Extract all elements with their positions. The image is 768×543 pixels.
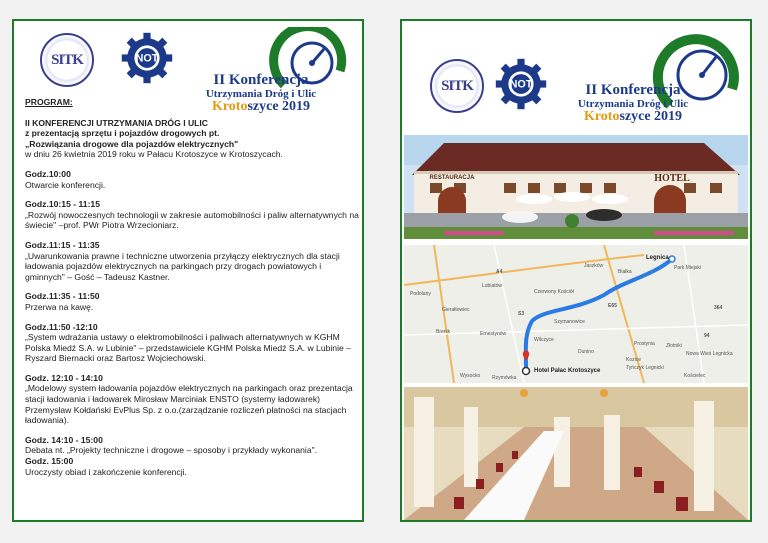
not-logo-text: NOT xyxy=(135,52,159,65)
map-place-label: Wilczyce xyxy=(534,337,554,343)
sitk-logo xyxy=(430,59,484,113)
event-time: Godz. 12:10 - 14:10 xyxy=(25,372,103,383)
location-map xyxy=(404,245,748,383)
event-text: Przerwa na kawę. xyxy=(25,301,94,312)
program-event xyxy=(25,291,359,312)
conference-year: 2019 xyxy=(282,99,311,115)
event-text: „Uwarunkowania prawne i techniczne utworzenia przyłączy elektrycznych dla stacji ładowania pojazdów elektrycznych na parkingach przy drogach powiatowych i gminnych" – Gość – Tadeusz Kastner. xyxy=(25,250,340,282)
map-road-label: A4 xyxy=(496,269,503,275)
map-place-label: Lubiatów xyxy=(482,283,503,289)
program-intro xyxy=(25,118,359,160)
event-text: „Modelowy system ładowania pojazdów elektrycznych na parkingach oraz prezentacja stacji ładowania i ładowarek Mirosław Marciniak ENSTO (systemy ładowarek) Przemysław Kołdański EvPlus Sp. z o.o.(zarządzanie rozliczeń płatności na stacjach ładowania). xyxy=(25,383,353,426)
map-road-label: S3 xyxy=(518,311,525,317)
map-road-label: E65 xyxy=(608,303,617,309)
program-event xyxy=(25,322,359,364)
conference-title-line1: II Konferencja xyxy=(585,82,681,98)
hotel-photo xyxy=(404,135,748,239)
program-event xyxy=(25,373,359,426)
map-place-label: Park Miejski xyxy=(674,265,701,271)
program-panel xyxy=(12,19,364,522)
map-place-label: Złotniki xyxy=(666,343,682,349)
event-text: Uroczysty obiad i zakończenie konferencji. xyxy=(25,466,187,477)
map-destination-label: Hotel Pałac Krotoszyce xyxy=(534,368,601,374)
event-text: Debata nt. „Projekty techniczne i drogowe – sposoby i przykłady wykonania". xyxy=(25,445,318,456)
map-place-label: Tyńczyk Legnicki xyxy=(626,365,664,371)
event-time: Godz.11:15 - 11:35 xyxy=(25,239,100,250)
conference-title-line1: II Konferencja xyxy=(213,72,309,88)
program-title-line2: z prezentacją sprzętu i pojazdów drogowych pt. xyxy=(25,128,220,139)
event-text: Otwarcie konferencji. xyxy=(25,179,106,190)
map-place-label: Kozice xyxy=(626,357,642,363)
map-place-label: Ernestynów xyxy=(480,331,507,337)
map-place-label: Prostynia xyxy=(634,341,655,347)
conference-title xyxy=(570,83,696,125)
program-event xyxy=(25,169,359,190)
conference-title-line2: Utrzymania Dróg i Ulic xyxy=(205,87,317,100)
program-content xyxy=(25,97,359,477)
map-place-label: Białka xyxy=(618,269,632,275)
event-time: Godz.10:15 - 11:15 xyxy=(25,199,100,210)
city-highlight: Kroto xyxy=(583,109,620,125)
conference-city-year xyxy=(570,110,696,125)
map-place-label: Wysocko xyxy=(460,373,481,379)
not-logo xyxy=(120,31,174,85)
city-rest: szyce xyxy=(619,109,651,125)
event-time: Godz.11:50 -12:10 xyxy=(25,321,98,332)
program-date-line: w dniu 26 kwietnia 2019 roku w Pałacu Krotoszyce w Krotoszycach. xyxy=(25,149,283,160)
hotel-sign: HOTEL xyxy=(654,173,690,184)
sitk-logo xyxy=(40,33,94,87)
cover-panel xyxy=(400,19,752,522)
map-road-label: 364 xyxy=(714,305,723,311)
event-time: Godz.11:35 - 11:50 xyxy=(25,291,100,302)
map-place-label: Rzymówka xyxy=(492,375,517,381)
map-place-label: Brenik xyxy=(436,329,451,335)
not-logo-text: NOT xyxy=(509,78,533,91)
program-title-line1: II KONFERENCJI UTRZYMANIA DRÓG I ULIC xyxy=(25,117,209,128)
map-place-label: Kościelec xyxy=(684,373,706,379)
event-time: Godz. 15:00 xyxy=(25,456,74,467)
map-place-label: Podolany xyxy=(410,291,431,297)
event-time: Godz. 14:10 - 15:00 xyxy=(25,434,103,445)
map-pin-icon xyxy=(525,353,527,358)
program-event xyxy=(25,240,359,282)
map-place-label: Jaszków xyxy=(584,263,604,269)
program-heading: PROGRAM: xyxy=(25,97,73,107)
destination-marker xyxy=(523,368,530,375)
program-event xyxy=(25,435,359,477)
event-time: Godz.10:00 xyxy=(25,168,71,179)
city-highlight: Kroto xyxy=(211,99,248,115)
sitk-logo-text: SITK xyxy=(441,77,473,94)
map-place-label: Nowa Wieś Legnicka xyxy=(686,351,733,357)
event-text: „Rozwój nowoczesnych technologii w zakresie automobilności i paliw alternatywnych na świecie" –prof. PWr Piotra Wrzecioniarz. xyxy=(25,209,359,231)
origin-marker xyxy=(669,256,675,262)
program-title-line3: „Rozwiązania drogowe dla pojazdów elektrycznych" xyxy=(25,138,239,149)
event-text: „System wdrażania ustawy o elektromobilności i paliwach alternatywnych w KGHM Polska Miedź S.A. w Lubinie" – przedstawiciele KGHM Polska Miedź S.A. w Lubinie – Ryszard Biernacki oraz Bartosz Wojciechowski. xyxy=(25,332,351,364)
sitk-logo-text: SITK xyxy=(51,51,83,68)
not-logo xyxy=(494,57,548,111)
map-place-label: Dunino xyxy=(578,349,594,355)
conference-title-line2: Utrzymania Dróg i Ulic xyxy=(577,97,689,110)
city-rest: szyce xyxy=(247,99,279,115)
program-event xyxy=(25,199,359,231)
conference-year: 2019 xyxy=(654,109,683,125)
restaurant-sign: RESTAURACJA xyxy=(429,175,475,181)
map-place-label: Szymanowice xyxy=(554,319,585,325)
banquet-hall-photo xyxy=(404,387,748,520)
map-origin-label: Legnica xyxy=(646,255,669,261)
map-place-label: Gierałtowiec xyxy=(442,307,470,313)
map-road-label: 94 xyxy=(704,333,710,339)
map-place-label: Czerwony Kościół xyxy=(534,289,574,295)
